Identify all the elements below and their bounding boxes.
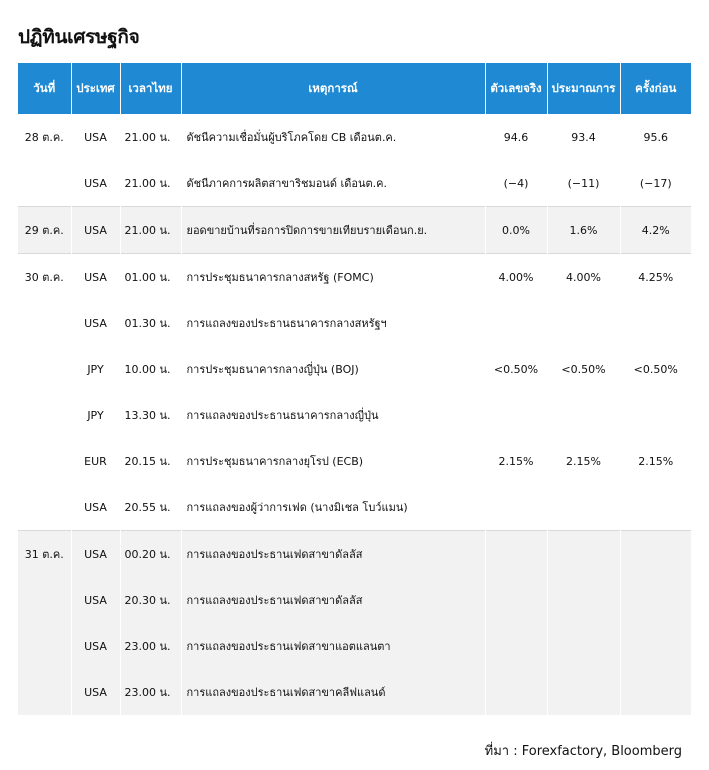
cell-previous: 95.6 <box>643 130 668 144</box>
cell-forecast <box>547 669 620 715</box>
cell-event: การแถลงของประธานเฟดสาขาคลีฟแลนด์ <box>181 669 485 715</box>
cell-event: การประชุมธนาคารกลางญี่ปุ่น (BOJ) <box>181 346 485 392</box>
cell-event: ดัชนีภาคการผลิตสาขาริชมอนด์ เดือนต.ค. <box>181 160 485 207</box>
cell-forecast: <0.50% <box>547 346 620 392</box>
cell-country: USA <box>71 531 120 578</box>
cell-event: การแถลงของประธานธนาคารกลางญี่ปุ่น <box>181 392 485 438</box>
cell-country: USA <box>71 669 120 715</box>
table-row <box>18 160 691 207</box>
cell-country: USA <box>71 254 120 301</box>
cell-time: 00.20 น. <box>120 531 181 578</box>
cell-time: 23.00 น. <box>120 669 181 715</box>
cell-actual <box>485 484 547 531</box>
cell-event: การแถลงของประธานเฟดสาขาแอตแลนตา <box>181 623 485 669</box>
cell-actual: 2.15% <box>485 438 547 484</box>
cell-time: 20.55 น. <box>120 484 181 531</box>
cell-previous <box>620 392 691 438</box>
cell-country: JPY <box>71 346 120 392</box>
cell-time: 13.30 น. <box>120 392 181 438</box>
cell-date <box>18 577 71 623</box>
cell-actual <box>485 623 547 669</box>
cell-forecast <box>547 577 620 623</box>
cell-actual: 94.6 <box>485 114 547 160</box>
cell-time: 10.00 น. <box>120 346 181 392</box>
cell-time: 01.00 น. <box>120 254 181 301</box>
cell-actual: <0.50% <box>485 346 547 392</box>
cell-country: USA <box>71 114 120 160</box>
column-header-event: เหตุการณ์ <box>181 63 485 114</box>
cell-date: 29 ต.ค. <box>18 207 71 254</box>
cell-time: 20.15 น. <box>120 438 181 484</box>
cell-date <box>18 438 71 484</box>
cell-previous <box>620 577 691 623</box>
cell-country: USA <box>71 577 120 623</box>
cell-forecast: 1.6% <box>547 207 620 254</box>
cell-time: 20.30 น. <box>120 577 181 623</box>
cell-date <box>18 160 71 207</box>
cell-event: การแถลงของประธานเฟดสาขาดัลลัส <box>181 577 485 623</box>
cell-country: USA <box>71 207 120 254</box>
source-note: ที่มา : Forexfactory, Bloomberg <box>484 744 682 759</box>
cell-date: 30 ต.ค. <box>18 254 71 301</box>
table-row <box>18 438 691 484</box>
cell-previous <box>620 531 691 578</box>
page-title: ปฏิทินเศรษฐกิจ <box>18 26 140 48</box>
table-row <box>18 623 691 669</box>
column-header-country: ประเทศ <box>71 63 120 114</box>
cell-actual <box>485 669 547 715</box>
cell-forecast: 93.4 <box>547 114 620 160</box>
cell-event: ยอดขายบ้านที่รอการปิดการขายเทียบรายเดือนก.ย. <box>181 207 485 254</box>
table-row <box>18 346 691 392</box>
column-header-actual: ตัวเลขจริง <box>485 63 547 114</box>
cell-event: การแถลงของผู้ว่าการเฟด (นางมิเชล โบว์แมน) <box>181 484 485 531</box>
cell-previous: 2.15% <box>638 454 674 468</box>
cell-time: 01.30 น. <box>120 300 181 346</box>
cell-previous <box>620 484 691 531</box>
cell-date <box>18 346 71 392</box>
cell-actual <box>485 531 547 578</box>
cell-forecast <box>547 623 620 669</box>
column-header-time: เวลาไทย <box>120 63 181 114</box>
cell-date <box>18 669 71 715</box>
table-header-row <box>18 63 691 114</box>
cell-date: 28 ต.ค. <box>18 114 71 160</box>
cell-forecast <box>547 392 620 438</box>
table-row <box>18 207 691 254</box>
cell-actual: (−4) <box>485 160 547 207</box>
cell-previous: (−17) <box>639 176 672 190</box>
cell-event: การประชุมธนาคารกลางยุโรป (ECB) <box>181 438 485 484</box>
cell-previous <box>620 669 691 715</box>
cell-time: 21.00 น. <box>120 160 181 207</box>
cell-date <box>18 300 71 346</box>
economic-calendar-table <box>18 63 691 715</box>
table-row <box>18 577 691 623</box>
cell-date <box>18 623 71 669</box>
cell-country: USA <box>71 160 120 207</box>
table-row <box>18 484 691 531</box>
cell-country: USA <box>71 484 120 531</box>
cell-forecast: 4.00% <box>547 254 620 301</box>
cell-country: USA <box>71 623 120 669</box>
column-header-previous: ครั้งก่อน <box>620 63 691 114</box>
cell-time: 23.00 น. <box>120 623 181 669</box>
cell-forecast <box>547 531 620 578</box>
cell-actual <box>485 392 547 438</box>
column-header-date: วันที่ <box>18 63 71 114</box>
cell-country: EUR <box>71 438 120 484</box>
cell-date <box>18 484 71 531</box>
cell-country: USA <box>71 300 120 346</box>
cell-actual <box>485 300 547 346</box>
table-row <box>18 392 691 438</box>
cell-time: 21.00 น. <box>120 114 181 160</box>
table-row <box>18 114 691 160</box>
column-header-forecast: ประมาณการ <box>547 63 620 114</box>
cell-time: 21.00 น. <box>120 207 181 254</box>
cell-date <box>18 392 71 438</box>
cell-previous <box>620 623 691 669</box>
cell-previous: 4.25% <box>620 254 691 301</box>
cell-forecast: (−11) <box>547 160 620 207</box>
cell-event: การประชุมธนาคารกลางสหรัฐ (FOMC) <box>181 254 485 301</box>
cell-previous: <0.50% <box>633 362 678 376</box>
cell-actual: 4.00% <box>485 254 547 301</box>
cell-forecast <box>547 484 620 531</box>
cell-actual: 0.0% <box>485 207 547 254</box>
cell-event: การแถลงของประธานธนาคารกลางสหรัฐฯ <box>181 300 485 346</box>
cell-event: ดัชนีความเชื่อมั่นผู้บริโภคโดย CB เดือนต.ค. <box>181 114 485 160</box>
cell-forecast <box>547 300 620 346</box>
table-row <box>18 254 691 301</box>
table-row <box>18 669 691 715</box>
cell-previous <box>620 300 691 346</box>
cell-country: JPY <box>71 392 120 438</box>
table-row <box>18 531 691 578</box>
cell-forecast: 2.15% <box>547 438 620 484</box>
cell-previous: 4.2% <box>620 207 691 254</box>
table-row <box>18 300 691 346</box>
cell-actual <box>485 577 547 623</box>
cell-date: 31 ต.ค. <box>18 531 71 578</box>
cell-event: การแถลงของประธานเฟดสาขาดัลลัส <box>181 531 485 578</box>
